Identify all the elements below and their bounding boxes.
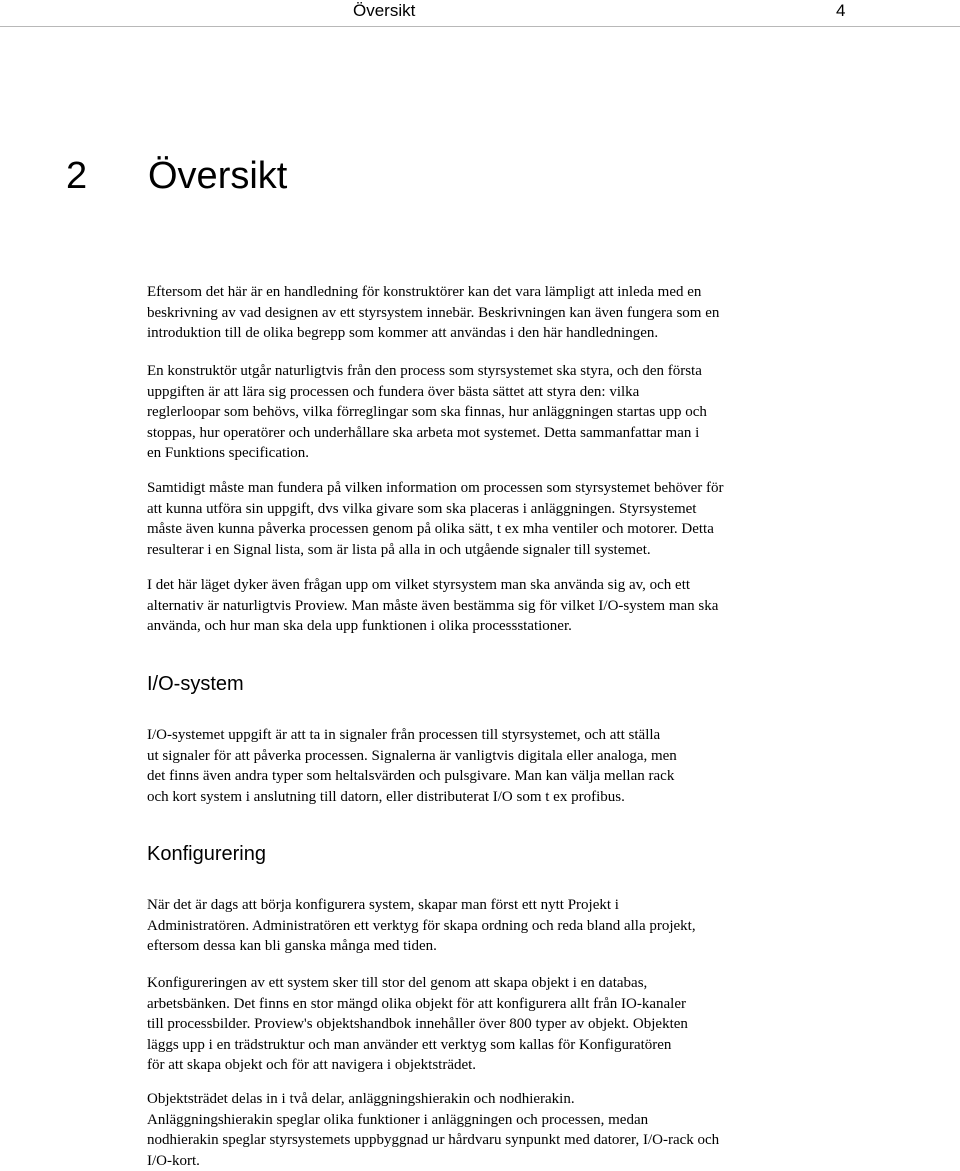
paragraph-administrator [147, 895, 787, 957]
text-line: använda, och hur man ska dela upp funktionen i olika processstationer. [147, 616, 787, 637]
paragraph-signal-list [147, 478, 787, 560]
chapter-number: 2 [66, 155, 148, 198]
text-line: måste även kunna påverka processen genom på olika sätt, t ex mha ventiler och motorer. Detta [147, 519, 787, 540]
text-line: alternativ är naturligtvis Proview. Man måste även bestämma sig för vilket I/O-system man ska [147, 596, 787, 617]
section-heading-io-system: I/O-system [147, 673, 244, 696]
text-line: resulterar i en Signal lista, som är lista på alla in och utgående signaler till systemet. [147, 540, 787, 561]
text-line: I/O-kort. [147, 1151, 787, 1171]
text-line: En konstruktör utgår naturligtvis från den process som styrsystemet ska styra, och den första [147, 361, 787, 382]
text-line: reglerloopar som behövs, vilka förreglingar som ska finnas, hur anläggningen startas upp och [147, 402, 787, 423]
text-line: beskrivning av vad designen av ett styrsystem innebär. Beskrivningen kan även fungera som en [147, 303, 787, 324]
text-line: Samtidigt måste man fundera på vilken information om processen som styrsystemet behöver för [147, 478, 787, 499]
text-line: att kunna utföra sin uppgift, dvs vilka givare som ska placeras i anläggningen. Styrsystemet [147, 499, 787, 520]
text-line: arbetsbänken. Det finns en stor mängd olika objekt för att konfigurera allt från IO-kanaler [147, 994, 787, 1015]
text-line: läggs upp i en trädstruktur och man använder ett verktyg som kallas för Konfiguratören [147, 1035, 787, 1056]
text-line: Eftersom det här är en handledning för konstruktörer kan det vara lämpligt att inleda med en [147, 282, 787, 303]
page-header [0, 0, 960, 27]
chapter-title [66, 155, 287, 198]
text-line: en Funktions specification. [147, 443, 787, 464]
paragraph-io-system [147, 725, 787, 807]
text-line: och kort system i anslutning till datorn, eller distributerat I/O som t ex profibus. [147, 787, 787, 808]
paragraph-object-tree [147, 1089, 787, 1171]
text-line: nodhierakin speglar styrsystemets uppbyggnad ur hårdvaru synpunkt med datorer, I/O-rack och [147, 1130, 787, 1151]
text-line: eftersom dessa kan bli ganska många med tiden. [147, 936, 787, 957]
text-line: Administratören. Administratören ett verktyg för skapa ordning och reda bland alla projekt, [147, 916, 787, 937]
text-line: Anläggningshierakin speglar olika funktioner i anläggningen och processen, medan [147, 1110, 787, 1131]
chapter-title-text: Översikt [148, 155, 287, 197]
text-line: Konfigureringen av ett system sker till stor del genom att skapa objekt i en databas, [147, 973, 787, 994]
text-line: för att skapa objekt och för att navigera i objektsträdet. [147, 1055, 787, 1076]
paragraph-proview [147, 575, 787, 637]
text-line: uppgiften är att lära sig processen och fundera över bästa sättet att styra den: vilka [147, 382, 787, 403]
text-line: I det här läget dyker även frågan upp om vilket styrsystem man ska använda sig av, och ett [147, 575, 787, 596]
text-line: introduktion till de olika begrepp som kommer att användas i den här handledningen. [147, 323, 787, 344]
paragraph-workbench [147, 973, 787, 1076]
text-line: det finns även andra typer som heltalsvärden och pulsgivare. Man kan välja mellan rack [147, 766, 787, 787]
paragraph-function-spec [147, 361, 787, 464]
running-header-title: Översikt [353, 1, 415, 21]
paragraph-intro [147, 282, 787, 344]
text-line: stoppas, hur operatörer och underhållare ska arbeta mot systemet. Detta sammanfattar man i [147, 423, 787, 444]
text-line: till processbilder. Proview's objektshandbok innehåller över 800 typer av objekt. Objekten [147, 1014, 787, 1035]
section-heading-konfigurering: Konfigurering [147, 843, 266, 866]
text-line: ut signaler för att påverka processen. Signalerna är vanligtvis digitala eller analoga, men [147, 746, 787, 767]
page-number: 4 [836, 1, 845, 21]
text-line: Objektsträdet delas in i två delar, anläggningshierakin och nodhierakin. [147, 1089, 787, 1110]
text-line: I/O-systemet uppgift är att ta in signaler från processen till styrsystemet, och att ställa [147, 725, 787, 746]
text-line: När det är dags att börja konfigurera system, skapar man först ett nytt Projekt i [147, 895, 787, 916]
